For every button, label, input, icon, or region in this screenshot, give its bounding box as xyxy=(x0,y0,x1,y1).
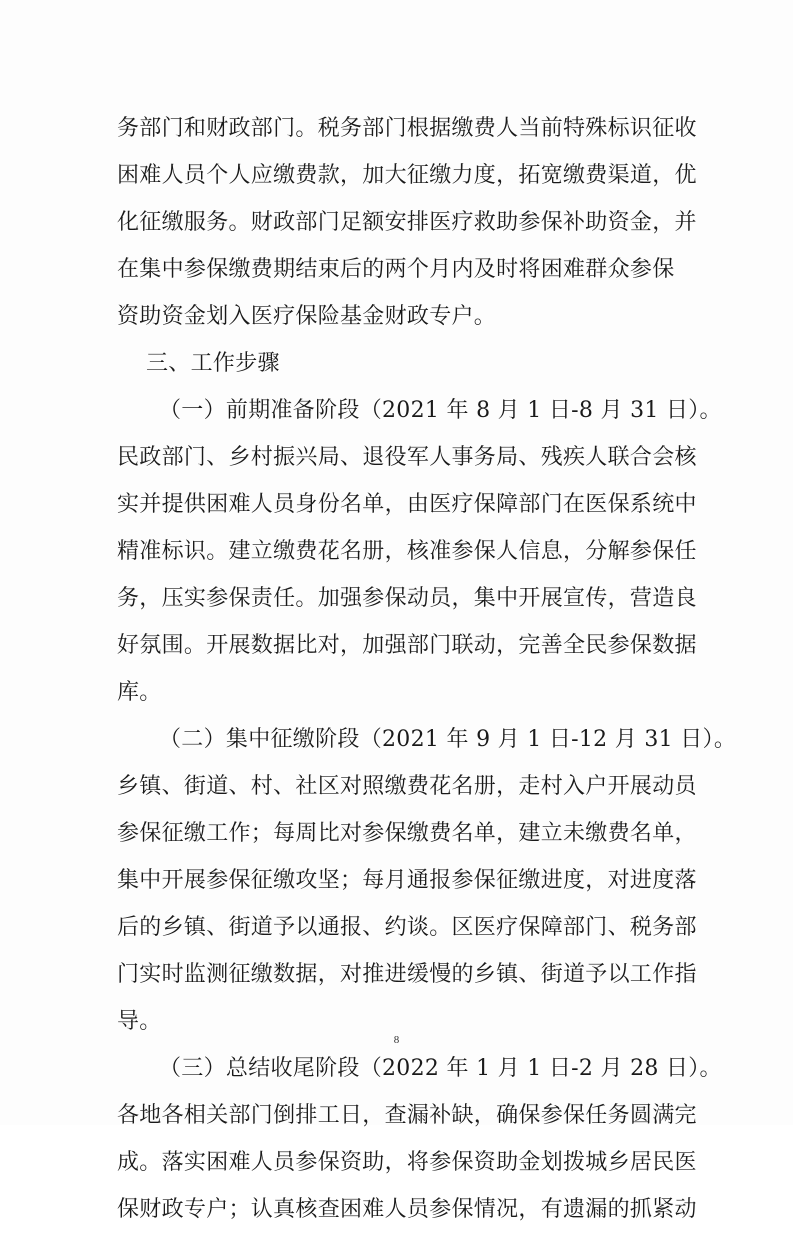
page-number: 8 xyxy=(393,1034,400,1046)
text-line: 导。 xyxy=(117,1009,162,1034)
text-line: 库。 xyxy=(117,680,162,705)
text-line: 好氛围。开展数据比对，加强部门联动，完善全民参保数据 xyxy=(117,633,697,658)
subsection-heading: （三）总结收尾阶段（2022 年 1 月 1 日-2 月 28 日）。 xyxy=(159,1056,722,1081)
text-line: 保财政专户；认真核查困难人员参保情况，有遗漏的抓紧动 xyxy=(117,1197,697,1222)
text-line: 各地各相关部门倒排工日，查漏补缺，确保参保任务圆满完 xyxy=(117,1103,697,1128)
text-line: 民政部门、乡村振兴局、退役军人事务局、残疾人联合会核 xyxy=(117,445,697,470)
subsection-heading: （一）前期准备阶段（2021 年 8 月 1 日-8 月 31 日）。 xyxy=(159,398,722,423)
text-line: 资助资金划入医疗保险基金财政专户。 xyxy=(117,304,497,329)
text-line: 参保征缴工作；每周比对参保缴费名单，建立未缴费名单， xyxy=(117,821,697,846)
text-line: 精准标识。建立缴费花名册，核准参保人信息，分解参保任 xyxy=(117,539,697,564)
text-line: 化征缴服务。财政部门足额安排医疗救助参保补助资金，并 xyxy=(117,210,697,235)
text-line: 务部门和财政部门。税务部门根据缴费人当前特殊标识征收 xyxy=(117,116,697,141)
text-line: 成。落实困难人员参保资助，将参保资助金划拨城乡居民医 xyxy=(117,1150,697,1175)
text-line: 在集中参保缴费期结束后的两个月内及时将困难群众参保 xyxy=(117,257,675,282)
text-line: 务，压实参保责任。加强参保动员，集中开展宣传，营造良 xyxy=(117,586,697,611)
body-text xyxy=(117,105,737,1233)
text-line: 后的乡镇、街道予以通报、约谈。区医疗保障部门、税务部 xyxy=(117,915,697,940)
text-line: 门实时监测征缴数据，对推进缓慢的乡镇、街道予以工作指 xyxy=(117,962,697,987)
text-line: 集中开展参保征缴攻坚；每月通报参保征缴进度，对进度落 xyxy=(117,868,697,893)
text-line: 实并提供困难人员身份名单，由医疗保障部门在医保系统中 xyxy=(117,492,697,517)
text-line: 困难人员个人应缴费款，加大征缴力度，拓宽缴费渠道，优 xyxy=(117,163,697,188)
text-line: 乡镇、街道、村、社区对照缴费花名册，走村入户开展动员 xyxy=(117,774,697,799)
section-heading: 三、工作步骤 xyxy=(146,351,280,376)
subsection-heading: （二）集中征缴阶段（2021 年 9 月 1 日-12 月 31 日）。 xyxy=(159,727,737,752)
